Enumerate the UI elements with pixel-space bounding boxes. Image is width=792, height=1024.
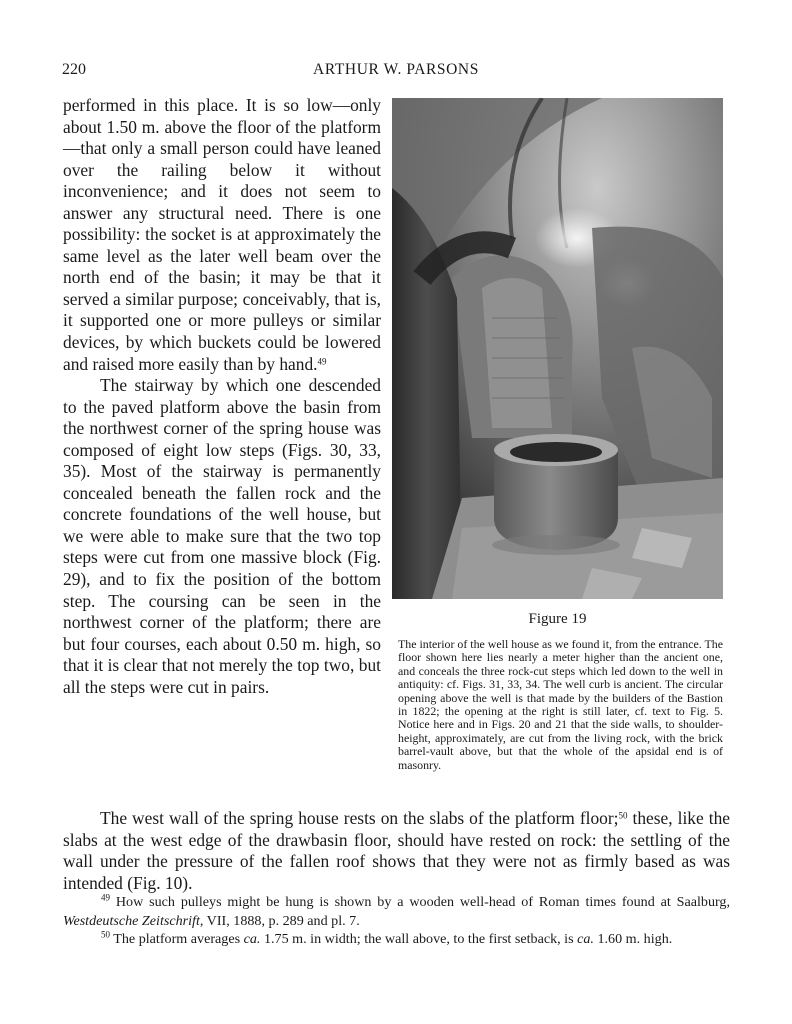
footnote-50-text-a: The platform averages <box>113 931 241 948</box>
footnote-49-journal: Westdeutsche Zeitschrift <box>63 912 200 929</box>
footnote-49-number: 49 <box>101 892 110 903</box>
paragraph-3-text-a: The west wall of the spring house rests on the slabs of the platform floor; <box>100 808 619 828</box>
footnote-ref-49[interactable]: 49 <box>317 355 327 366</box>
paragraph-2: The stairway by which one descended to the paved platform above the basin from the northwest corner of the spring house was composed of eight low steps (Figs. 30, 33, 35). Most of the stairway is permanently concealed beneath the fallen rock and the concrete foundations of the well house, but we were able to make sure that the two top steps were cut from one massive block (Fig. 29), and to fix the position of the bottom step. The coursing can be seen in the northwest corner of the platform; there are but four courses, each about 0.50 m. high, so that it is clear that not merely the top two, but all the steps were cut in pairs. <box>63 375 381 697</box>
figure-label: Figure 19 <box>528 611 587 627</box>
footnote-50-text-b: 1.75 m. in width; the wall above, to the first setback, is <box>263 931 574 948</box>
text-column <box>63 95 381 698</box>
footnote-50-text-c: 1.60 m. high. <box>597 931 673 948</box>
figure-caption-text: The interior of the well house as we found it, from the entrance. The floor shown here lies nearly a meter higher than the ancient one, and conceals the three rock-cut steps which led down to the well in antiquity: cf. Figs. 31, 33, 34. The well curb is ancient. The circular opening above the well is that made by the builders of the Bastion in 1822; the opening at the right is still later, cf. text to Fig. 5. Notice here and in Figs. 20 and 21 that the side walls, to shoulder-height, approximately, are cut from the living rock, with the brick barrel-vault above, but that the whole of the apsidal end is of masonry. <box>398 637 724 772</box>
footnotes <box>63 893 730 949</box>
page-number: 220 <box>62 61 86 78</box>
footnote-50-ca-1: ca. <box>243 931 261 948</box>
paragraph-1 <box>63 95 381 375</box>
running-head: ARTHUR W. PARSONS <box>313 61 479 78</box>
footnote-50-ca-2: ca. <box>577 931 594 948</box>
wide-text <box>63 808 730 894</box>
paragraph-1-text: performed in this place. It is so low—only about 1.50 m. above the floor of the platform—that only a small person could have leaned over the railing below it without inconvenience; and it does not seem to answer any structural need. There is one possibility: the socket is at approximately the same level as the later well beam over the north end of the basin; it may be that it served a similar purpose; conceivably, that is, it supported one or more pulleys or similar devices, by which buckets could be lowered and raised more easily than by hand. <box>63 95 381 374</box>
footnote-50-number: 50 <box>101 929 110 940</box>
footnote-50 <box>63 930 730 949</box>
footnote-ref-50[interactable]: 50 <box>618 810 628 821</box>
paragraph-3-text-b: these, like the slabs at the west edge of the drawbasin floor, should have rested on rock: the settling of the wall under the pressure of the fallen roof shows that they were not as firmly based as was intended (Fig. 10). <box>63 808 730 893</box>
footnote-49-text-a: How such pulleys might be hung is shown by a wooden well-head of Roman times found at Saalburg, <box>115 894 730 910</box>
well-house-illustration <box>392 98 723 599</box>
figure-19-photo <box>392 98 723 599</box>
figure-caption <box>398 638 723 772</box>
paragraph-3 <box>63 808 730 894</box>
footnote-49 <box>63 893 730 930</box>
footnote-49-text-b: , VII, 1888, p. 289 and pl. 7. <box>199 912 360 929</box>
